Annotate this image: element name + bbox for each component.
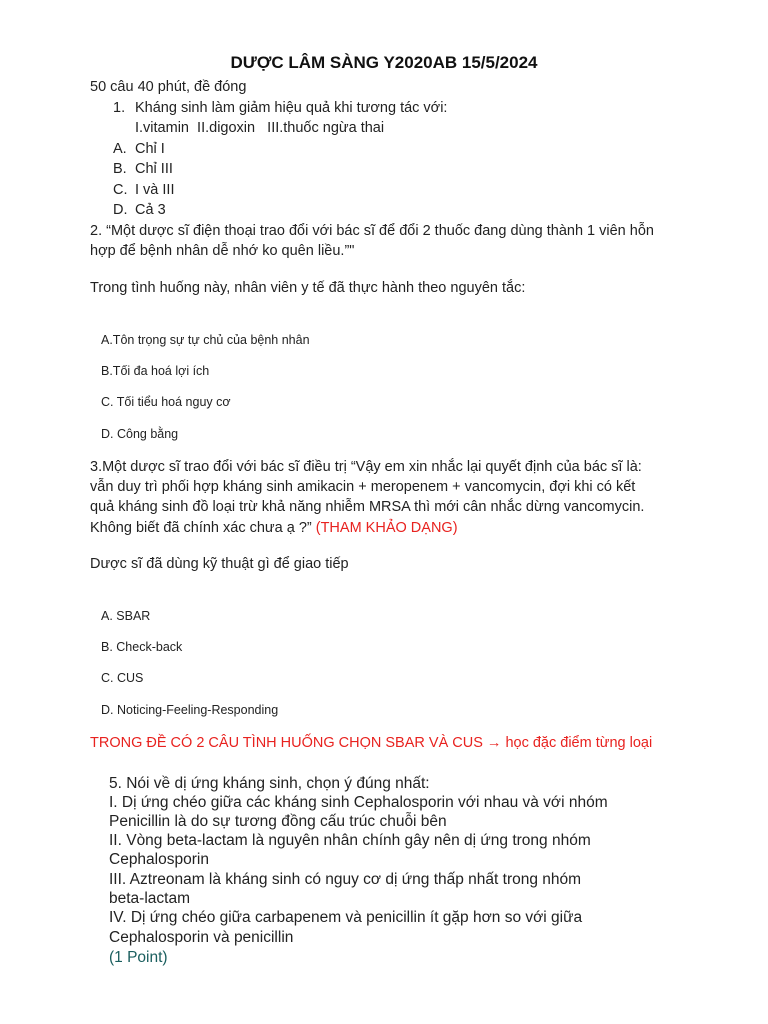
question-3-option-d: D. Noticing-Feeling-Responding: [101, 703, 279, 717]
question-2-text-line-1: 2. “Một dược sĩ điện thoại trao đổi với bác sĩ để đổi 2 thuốc đang dùng thành 1 viên hỗn: [90, 223, 654, 239]
question-5-line-9: Cephalosporin và penicillin: [109, 929, 294, 946]
question-1-option-c: C. I và III: [113, 182, 175, 198]
question-3-text-line-1: 3.Một dược sĩ trao đổi với bác sĩ điều trị “Vậy em xin nhắc lại quyết định của bác sĩ là:: [90, 459, 642, 475]
question-2-option-c: C. Tối tiểu hoá nguy cơ: [101, 395, 231, 409]
question-5-line-5: Cephalosporin: [109, 851, 209, 868]
question-1-items: I.vitamin II.digoxin III.thuốc ngừa thai: [135, 120, 385, 136]
question-2-option-d: D. Công bằng: [101, 427, 179, 441]
question-5-line-2: I. Dị ứng chéo giữa các kháng sinh Cephalosporin với nhau và với nhóm: [109, 794, 608, 811]
question-5-line-4: II. Vòng beta-lactam là nguyên nhân chính gây nên dị ứng trong nhóm: [109, 832, 591, 849]
question-3-text-line-4: Không biết đã chính xác chưa ạ ?” (THAM KHẢO DẠNG): [90, 520, 458, 536]
exam-info: 50 câu 40 phút, đề đóng: [90, 79, 247, 95]
question-5-line-7: beta-lactam: [109, 890, 190, 907]
question-2-option-a: A.Tôn trọng sự tự chủ của bệnh nhân: [101, 333, 310, 347]
question-5-points: (1 Point): [109, 949, 168, 966]
question-3-option-c: C. CUS: [101, 671, 144, 685]
question-1-option-a: A. Chỉ I: [113, 141, 165, 157]
question-1-text: Kháng sinh làm giảm hiệu quả khi tương tác với:: [135, 100, 448, 116]
question-5-line-1: 5. Nói về dị ứng kháng sinh, chọn ý đúng nhất:: [109, 775, 430, 792]
question-2-text-line-2: hợp để bệnh nhân dễ nhớ ko quên liều.”": [90, 243, 355, 259]
study-warning: TRONG ĐỀ CÓ 2 CÂU TÌNH HUỐNG CHỌN SBAR VÀ CUS → học đặc điểm từng loại: [90, 735, 653, 751]
question-5-line-8: IV. Dị ứng chéo giữa carbapenem và penicillin ít gặp hơn so với giữa: [109, 909, 583, 926]
question-1: [113, 98, 447, 118]
question-1-number: 1.: [113, 100, 126, 116]
reference-note: (THAM KHẢO DẠNG): [315, 520, 458, 536]
question-3-option-a: A. SBAR: [101, 609, 151, 623]
question-3-text-line-3: quả kháng sinh đồ loại trừ khả năng nhiễm MRSA thì mới cân nhắc dừng vancomycin.: [90, 499, 645, 515]
question-1-option-b: B. Chỉ III: [113, 161, 173, 177]
question-5-line-3: Penicillin là do sự tương đồng cấu trúc chuỗi bên: [109, 813, 447, 830]
page-title: DƯỢC LÂM SÀNG Y2020AB 15/5/2024: [230, 53, 538, 72]
question-5-line-6: III. Aztreonam là kháng sinh có nguy cơ dị ứng thấp nhất trong nhóm: [109, 871, 582, 888]
question-1-option-d: D. Cả 3: [113, 202, 166, 218]
question-3-prompt: Dược sĩ đã dùng kỹ thuật gì để giao tiếp: [90, 556, 349, 572]
question-3-text-line-2: vẫn duy trì phối hợp kháng sinh amikacin + meropenem + vancomycin, đợi khi có kết: [90, 479, 636, 495]
question-2-prompt: Trong tình huống này, nhân viên y tế đã thực hành theo nguyên tắc:: [90, 280, 526, 296]
question-2-option-b: B.Tối đa hoá lợi ích: [101, 364, 210, 378]
question-3-option-b: B. Check-back: [101, 640, 183, 654]
